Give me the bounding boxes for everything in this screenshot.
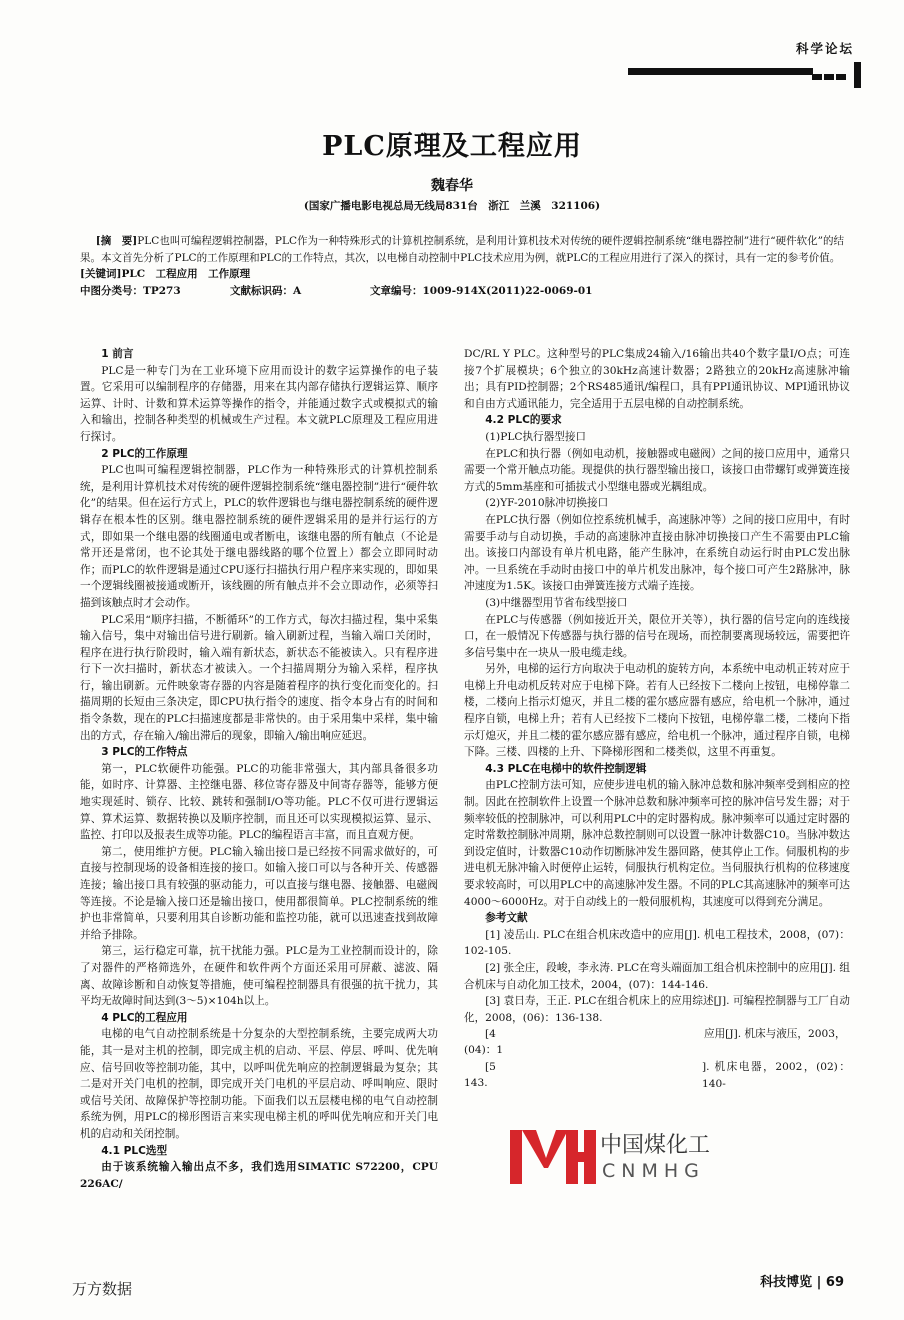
paragraph: 第二，使用维护方便。PLC输入输出接口是已经按不同需求做好的，可直接与控制现场的设备相连接的接口。如输入接口可以与各种开关、传感器连接；输出接口具有较强的驱动能力，可以直接与继电器、接触器、电磁阀等连接。不论是输入接口还是输出接口，使用都很简单。PLC控制系统的维护也非常简单，只要利用其自诊断功能和监控功能，就可以迅速查找到故障并给予排除。 (80, 845, 438, 941)
reference-fragment: ]. 机床电器，2002，(02)：140- (702, 1061, 850, 1090)
paragraph: 由于该系统输入输出点不多，我们选用SIMATIC S72200，CPU 226AC/ (80, 1161, 438, 1190)
reference-partial (464, 1059, 850, 1092)
section-heading: 4 PLC的工程应用 (101, 1011, 188, 1024)
sub-item: (1)PLC执行器型接口 (485, 430, 587, 443)
subsection-heading: 4.1 PLC选型 (101, 1144, 168, 1157)
watermark-chinese: 中国煤化工 (600, 1133, 711, 1158)
footer-page-number: 科技博览 | 69 (760, 1275, 844, 1290)
keywords-label: [关键词] (80, 268, 122, 281)
paragraph: PLC是一种专门为在工业环境下应用而设计的数字运算操作的电子装置。它采用可以编制程序的存储器，用来在其内部存储执行逻辑运算、顺序运算、计时、计数和算术运算等操作的指令，并能通过数字式或模拟式的输入和输出，控制各种类型的机械或生产过程。本文就PLC原理及工程应用进行探讨。 (80, 364, 438, 443)
header-logo-icon (812, 62, 864, 88)
classification-line (80, 283, 844, 300)
subsection-heading: 4.3 PLC在电梯中的软件控制逻辑 (485, 762, 647, 775)
sub-item: (2)YF-2010脉冲切换接口 (485, 497, 609, 510)
left-column (80, 346, 438, 1192)
paragraph: 在PLC与传感器（例如接近开关，限位开关等），执行器的信号定向的连线接口，在一般情况下传感器与执行器的信号在现场，而控制要离现场较远，需要把许多信号集中在一块从一股电缆走线。 (464, 613, 850, 659)
reference-partial (464, 1026, 850, 1059)
paragraph: PLC采用“顺序扫描，不断循环”的工作方式，每次扫描过程，集中采集输入信号，集中对输出信号进行刷新。输入刷新过程，当输入端口关闭时，程序在进行执行阶段时，输入端有新状态，新状态不能被读入。只有程序进行下一次扫描时，新状态才被读入。一个扫描周期分为输入采样，程序执行，输出刷新。元件映象寄存器的内容是随着程序的执行变化而变化的。扫描周期的长短由三条决定，即CPU执行指令的速度、指令本身占有的时间和指令条数，现在的PLC扫描速度都是非常快的。由于采用集中采样，集中输出的方式，存在输入/输出滞后的现象，即输入/输出响应延迟。 (80, 613, 438, 742)
reference-fragment: [4 (485, 1028, 496, 1041)
keywords-line (80, 266, 844, 283)
paragraph: 第一，PLC软硬件功能强。PLC的功能非常强大，其内部具备很多功能，如时序、计算器、主控继电器、移位寄存器及中间寄存器等，能够方便地实现延时、锁存、比较、跳转和强制I/O等功能。PLC不仅可进行逻辑运算、算术运算、数据转换以及顺序控制，而且还可以实现模拟运算、显示、监控、打印以及报表生成等功能。PLC的编程语言丰富，而且直观方便。 (80, 762, 438, 842)
clc-number: 中图分类号：TP273 (80, 284, 181, 297)
reference: [3] 袁日寿，王正. PLC在组合机床上的应用综述[J]. 可编程控制器与工厂自动化，2008，(06)：136-138. (464, 995, 850, 1024)
right-column (464, 346, 850, 1092)
reference-fragment: (04)：1 (464, 1044, 504, 1057)
section-label: 科学论坛 (795, 41, 854, 56)
abstract-label: [摘 要] (95, 235, 138, 247)
reference-fragment: [5 (485, 1061, 496, 1074)
reference: [1] 凌岳山. PLC在组合机床改造中的应用[J]. 机电工程技术，2008，(07)：102-105. (464, 928, 850, 958)
paragraph: 在PLC和执行器（例如电动机，接触器或电磁阀）之间的接口应用中，通常只需要一个常开触点功能。现提供的执行器型输出接口，该接口由带螺钉或弹簧连接方式的5mm基座和可插拔式小型继电器或光耦组成。 (464, 447, 850, 493)
paragraph: 另外，电梯的运行方向取决于电动机的旋转方向，本系统中电动机正转对应于电梯上升电动机反转对应于电梯下降。若有人已经按下二楼向上按钮，电梯停靠二楼，二楼向上指示灯熄灭，并且二楼的霍尔感应器有感应，给电机一个脉冲，通过程序自锁，电梯上升；若有人已经按下二楼向下按钮，电梯停靠二楼，二楼向下指示灯熄灭，并且二楼的霍尔感应器有感应，给电机一个脉冲，通过程序自锁，电梯下降。三楼、四楼的上升、下降梯形图和二楼类似，这里不再重复。 (464, 663, 850, 759)
watermark-english: CNMHG (602, 1160, 705, 1182)
watermark-logo-icon (508, 1128, 598, 1186)
header-rule (628, 68, 813, 75)
section-heading: 1 前言 (101, 348, 134, 360)
author: 魏春华 (431, 178, 473, 194)
document-code: 文献标识码：A (230, 284, 302, 297)
reference-fragment: 应用[J]. 机床与液压，2003， (704, 1028, 846, 1041)
paragraph: 由PLC控制方法可知，应使步进电机的输入脉冲总数和脉冲频率受到相应的控制。因此在控制软件上设置一个脉冲总数和脉冲频率可控的脉冲信号发生器；对于频率较低的控制脉冲，可以利用PLC中的定时器构成。脉冲频率可以通过定时器的定时常数控制脉冲周期，脉冲总数控制则可以设置一脉冲计数器C10。当脉冲数达到设定值时，计数器C10动作切断脉冲发生器回路，使其停止工作。伺服机构的步进电机无脉冲输入时便停止运转，伺服执行机构定位。当伺服执行机构的位移速度要求较高时，可以用PLC中的高速脉冲发生器。不同的PLC其高速脉冲的频率可达4000～6000Hz。对于自动线上的一般伺服机构，其速度可以得到充分满足。 (464, 779, 850, 908)
page-title: PLC原理及工程应用 (322, 131, 582, 162)
abstract-text: PLC也叫可编程逻辑控制器，PLC作为一种特殊形式的计算机控制系统，是利用计算机技术对传统的硬件逻辑控制系统“继电器控制”进行“硬件软化”的结果。本文首先分析了PLC的工作原理和PLC的工作特点，其次，以电梯自动控制中PLC技术应用为例，就PLC的工程应用进行了深入的探讨，具有一定的参考价值。 (80, 235, 844, 264)
paragraph: 第三，运行稳定可靠，抗干扰能力强。PLC是为工业控制而设计的，除了对器件的严格筛选外，在硬件和软件两个方面还采用可屏蔽、滤波、隔离、故障诊断和自动恢复等措施，使可编程控制器具有很强的抗干扰力，其平均无故障时间达到(3～5)×104h以上。 (80, 945, 438, 1008)
keywords: PLC 工程应用 工作原理 (121, 268, 251, 281)
affiliation: (国家广播电影电视总局无线局831台 浙江 兰溪 321106) (303, 200, 601, 212)
section-heading: 2 PLC的工作原理 (101, 447, 188, 460)
reference: [2] 张全庄，段峻，李永涛. PLC在弯头端面加工组合机床控制中的应用[J]. 组合机床与自动化加工技术，2004，(07)：144-146. (464, 961, 850, 991)
footer-source: 万方数据 (72, 1280, 133, 1298)
paragraph: 在PLC执行器（例如位控系统机械手，高速脉冲等）之间的接口应用中，有时需要手动与自动切换，手动的高速脉冲直接由脉冲切换接口产生不需要由PLC输出。该接口内部设有单片机电路，能产生脉冲，在系统自动运行时由PLC发出脉冲。一旦系统在手动时由接口中的单片机发出脉冲，每个接口可产生2路脉冲，脉冲速度为1.5K。该接口由弹簧连接方式端子连接。 (464, 513, 850, 593)
paragraph: DC/RL Y PLC。这种型号的PLC集成24输入/16输出共40个数字量I/O点；可连接7个扩展模块；6个独立的30kHz高速计数器；2路独立的20kHz高速脉冲输出；具有PID控制器；2个RS485通讯/编程口，具有PPI通讯协议、MPI通讯协议和自由方式通讯能力，完全适用于五层电梯的自动控制系统。 (464, 348, 850, 410)
abstract (80, 233, 844, 300)
paragraph: PLC也叫可编程逻辑控制器，PLC作为一种特殊形式的计算机控制系统，是利用计算机技术对传统的硬件逻辑控制系统“继电器控制”进行“硬件软化”的结果。但在运行方式上，PLC的软件逻辑也与继电器控制系统的硬件逻辑存在根本性的区别。继电器控制系统的硬件逻辑采用的是并行运行的方式，即如果一个继电器的线圈通电或者断电，该继电器的所有触点（不论是常开还是常闭，也不论其处于继电器线路的哪个位置上）都会立即同时动作；而PLC的软件逻辑是通过CPU逐行扫描执行用户程序来实现的，即如果一个逻辑线圈被接通或断开，该线圈的所有触点并不会立即动作，必须等扫描到该触点时才会动作。 (80, 464, 438, 609)
sub-item: (3)中继器型用节省布线型接口 (485, 596, 628, 609)
section-heading: 3 PLC的工作特点 (101, 746, 188, 759)
article-number: 文章编号：1009-914X(2011)22-0069-01 (370, 284, 593, 297)
reference-fragment: 143. (464, 1077, 488, 1090)
references-heading: 参考文献 (485, 912, 528, 925)
paragraph: 电梯的电气自动控制系统是十分复杂的大型控制系统，主要完成两大功能，其一是对主机的控制，即完成主机的启动、平层、停层、呼叫、优先响应、信号回收等控制功能，其中，以呼叫优先响应的控制逻辑最为复杂；其二是对开关门电机的控制，即完成开关门电机的平层启动、呼叫响应、限时或信号关闭、故障保护等控制功能。下面我们以五层楼电梯的电气自动控制系统为例，用PLC的梯形图语言来实现电梯主机的呼叫优先响应和开关门电机的启动和关闭控制。 (80, 1028, 438, 1140)
subsection-heading: 4.2 PLC的要求 (485, 414, 562, 427)
watermark (504, 1124, 714, 1190)
